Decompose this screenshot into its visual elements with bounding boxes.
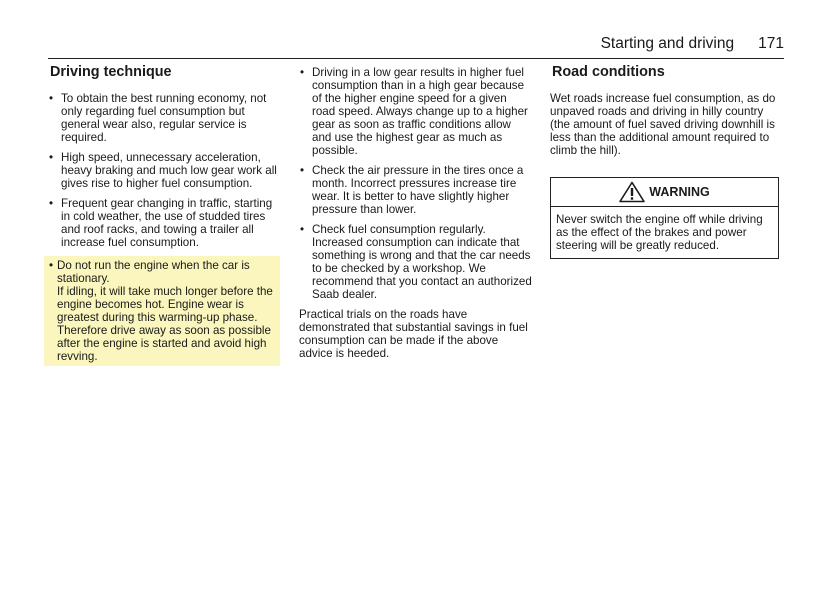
column-driving-technique [48, 63, 284, 373]
driving-technique-list [48, 92, 284, 366]
warning-header [551, 178, 778, 207]
bullet: • [49, 92, 54, 105]
list-item-text: Driving in a low gear results in higher fuel consumption than in a high gear because of the higher engine speed for a given road speed. Always change up to a higher gear as soon as traffic conditions allow and use the highest gear as much as possible. [312, 66, 528, 157]
section-title: Starting and driving [600, 35, 735, 52]
list-item [48, 92, 284, 144]
bullet: • [49, 259, 54, 272]
warning-text: Never switch the engine off while driving as the effect of the brakes and power steering will be greatly reduced. [556, 213, 763, 252]
highlighted-list-item [44, 256, 280, 366]
warning-box [550, 177, 779, 259]
page-header [48, 34, 784, 59]
warning-title: WARNING [649, 184, 710, 199]
list-item [299, 66, 533, 157]
list-item-text: Check the air pressure in the tires once a month. Incorrect pressures increase tire wear. It is better to have slightly higher pressure than lower. [312, 164, 524, 216]
bullet: • [49, 151, 54, 164]
list-item-text: To obtain the best running economy, not only regarding fuel consumption but general wear also, regular service is required. [61, 92, 267, 144]
road-conditions-paragraph: Wet roads increase fuel consumption, as do unpaved roads and driving in hilly country (the amount of fuel saved driving downhill is less than the additional amount required to climb the hill). [550, 92, 776, 157]
bullet: • [49, 197, 54, 210]
fuel-tips-list [299, 66, 533, 301]
page-number: 171 [758, 35, 784, 52]
driving-technique-heading: Driving technique [50, 64, 172, 80]
column-fuel-tips [299, 63, 533, 360]
list-item [48, 151, 284, 190]
list-item-text: Frequent gear changing in traffic, starting in cold weather, the use of studded tires and roof racks, and towing a trailer all increase fuel consumption. [61, 197, 273, 249]
highlight-text-line2: If idling, it will take much longer before the engine becomes hot. Engine wear is greatest during this warming-up phase. Therefore drive away as soon as possible after the engine is started and avoid high revving. [57, 285, 273, 363]
list-item-text: Check fuel consumption regularly. Increased consumption can indicate that something is wrong and that the car needs to be checked by a workshop. We recommend that you contact an authorized Saab dealer. [312, 223, 532, 301]
list-item [299, 164, 533, 216]
highlight-text-line1: Do not run the engine when the car is stationary. [57, 259, 250, 285]
list-item [48, 197, 284, 249]
bullet: • [300, 223, 305, 236]
warning-triangle-icon [619, 181, 645, 203]
list-item [299, 223, 533, 301]
column-road-conditions [550, 63, 782, 259]
bullet: • [300, 164, 305, 177]
road-conditions-heading: Road conditions [552, 64, 665, 80]
bullet: • [300, 66, 305, 79]
list-item-text: High speed, unnecessary acceleration, heavy braking and much low gear work all gives rise to higher fuel consumption. [61, 151, 277, 190]
practical-trials-paragraph: Practical trials on the roads have demonstrated that substantial savings in fuel consumption can be made if the above advice is heeded. [299, 308, 528, 360]
